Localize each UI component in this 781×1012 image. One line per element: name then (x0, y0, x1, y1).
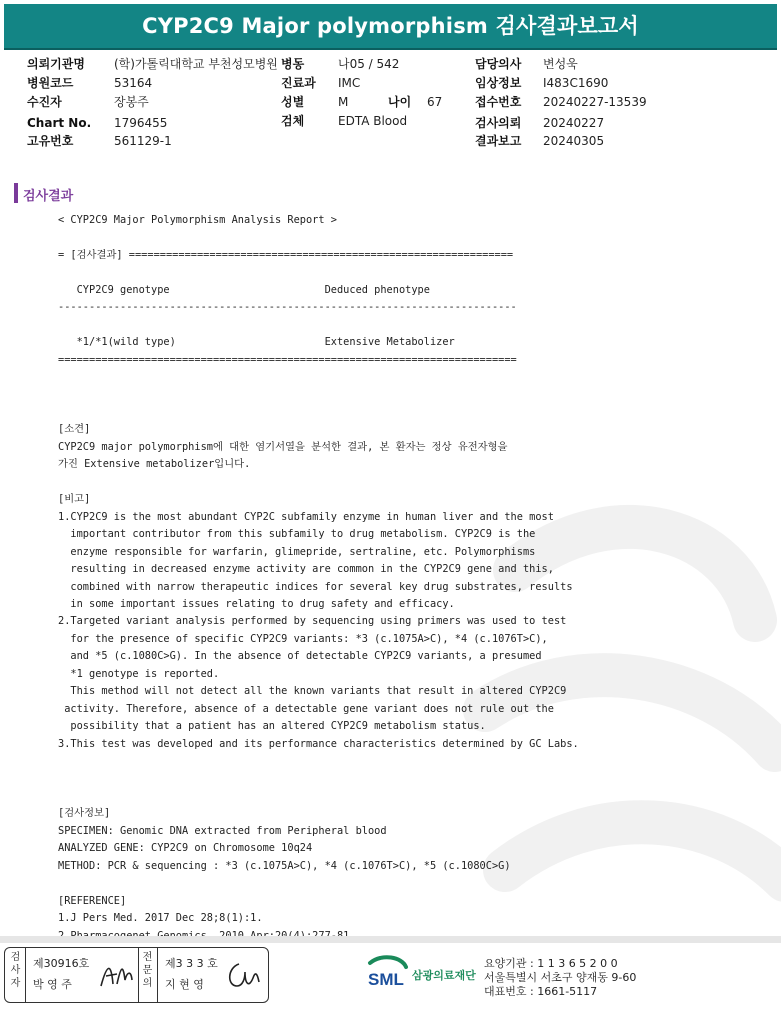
tester-name: 박 영 주 (33, 978, 72, 991)
tester-license-no: 제30916호 (33, 957, 90, 970)
report-line: for the presence of specific CYP2C9 variants: *3 (c.1075A>C), *4 (c.1076T>C), (58, 632, 548, 645)
report-line (58, 231, 64, 243)
result-date-value: 20240305 (543, 134, 605, 148)
report-line: possibility that a patient has an altered CYP2C9 metabolism status. (58, 720, 486, 733)
clinical-info-label: 임상정보 (475, 76, 522, 90)
report-line: *1/*1(wild type) Extensive Metabolizer (58, 336, 455, 349)
tester-label: 검사자 (10, 952, 21, 989)
specialist-license-no: 제3 3 3 호 (165, 957, 218, 970)
receipt-no-label: 접수번호 (475, 95, 522, 109)
organization-address: 서울특별시 서초구 양재동 9-60 (484, 971, 637, 984)
report-line: [REFERENCE] (58, 894, 127, 907)
report-line: enzyme responsible for warfarin, glimepride, sertraline, etc. Polymorphisms (58, 545, 536, 558)
unique-id-label: 고유번호 (27, 134, 74, 148)
report-line: combined with narrow therapeutic indices for several key drug substrates, results (58, 580, 573, 593)
section-accent-bar (14, 183, 18, 203)
specialist-signature-icon (223, 958, 263, 992)
report-line: This method will not detect all the known variants that result in altered CYP2C9 (58, 685, 567, 698)
signature-box (4, 947, 269, 1003)
doctor-label: 담당의사 (475, 57, 522, 71)
age-value: 67 (427, 95, 443, 109)
hospital-code-label: 병원코드 (27, 76, 74, 90)
report-line: ANALYZED GENE: CYP2C9 on Chromosome 10q24 (58, 842, 313, 855)
report-line (58, 266, 64, 278)
report-line: [검사정보] (58, 807, 111, 820)
receipt-no-value: 20240227-13539 (543, 95, 647, 109)
sex-label: 성별 (281, 95, 305, 109)
report-line (58, 476, 64, 488)
ward-label: 병동 (281, 57, 305, 71)
report-line: resulting in decreased enzyme activity are common in the CYP2C9 gene and this, (58, 563, 554, 576)
institution-label: 의뢰기관명 (27, 57, 85, 71)
clinical-info-value: I483C1690 (543, 76, 609, 90)
specimen-value: EDTA Blood (338, 114, 408, 128)
report-line: 가진 Extensive metabolizer입니다. (58, 458, 251, 471)
report-line (58, 877, 64, 889)
unique-id-value: 561129-1 (114, 134, 172, 148)
specimen-label: 검체 (281, 114, 305, 128)
chart-no-label: Chart No. (27, 116, 92, 130)
report-line: < CYP2C9 Major Polymorphism Analysis Report > (58, 214, 337, 226)
result-date-label: 결과보고 (475, 134, 522, 148)
signature-separator (157, 948, 158, 1002)
footer-divider (0, 936, 781, 943)
organization-phone: 대표번호 : 1661-5117 (484, 985, 598, 998)
sex-value: M (338, 95, 349, 109)
report-line: SPECIMEN: Genomic DNA extracted from Peripheral blood (58, 824, 387, 837)
sml-logo-icon (364, 955, 412, 995)
report-line (58, 319, 64, 331)
report-line (58, 406, 64, 418)
institution-value: (학)가톨릭대학교 부천성모병원 (114, 57, 278, 71)
patient-label: 수진자 (27, 95, 62, 109)
request-date-label: 검사의뢰 (475, 116, 522, 130)
age-label: 나이 (388, 95, 412, 109)
report-title: CYP2C9 Major polymorphism 검사결과보고서 (142, 14, 639, 38)
report-line (58, 389, 64, 401)
patient-value: 장봉주 (114, 95, 149, 109)
report-line: ========================================================================== (58, 353, 517, 366)
report-line (58, 755, 64, 767)
report-line: important contributor from this subfamily to drug metabolism. CYP2C9 is the (58, 528, 536, 541)
logo-text: SML (368, 970, 404, 989)
report-line (58, 790, 64, 802)
report-line: in some important issues relating to drug safety and efficacy. (58, 597, 455, 610)
specialist-name: 지 현 영 (165, 978, 204, 991)
section-title: 검사결과 (23, 189, 74, 204)
organization-code: 요양기관 : 1 1 3 6 5 2 0 0 (484, 957, 618, 970)
report-line: and *5 (c.1080C>G). In the absence of detectable CYP2C9 variants, a presumed (58, 650, 542, 663)
report-line: CYP2C9 major polymorphism에 대한 염기서열을 분석한 결과, 본 환자는 정상 유전자형을 (58, 440, 508, 453)
hospital-code-value: 53164 (114, 76, 153, 90)
report-line: activity. Therefore, absence of a detectable gene variant does not rule out the (58, 702, 554, 715)
report-line: 2.Targeted variant analysis performed by sequencing using primers was used to test (58, 615, 567, 628)
report-line: CYP2C9 genotype Deduced phenotype (58, 283, 430, 296)
specialist-label: 전문의 (142, 952, 153, 989)
report-line: 1.J Pers Med. 2017 Dec 28;8(1):1. (58, 912, 263, 925)
report-line: -------------------------------------------------------------------------- (58, 301, 517, 314)
signature-separator (25, 948, 26, 1002)
report-line (58, 773, 64, 785)
report-line: = [검사결과] ============================================================== (58, 248, 514, 261)
request-date-value: 20240227 (543, 116, 605, 130)
doctor-value: 변성욱 (543, 57, 578, 71)
report-line: 1.CYP2C9 is the most abundant CYP2C subfamily enzyme in human liver and the most (58, 510, 554, 523)
department-label: 진료과 (281, 76, 316, 90)
header-bar (4, 4, 777, 50)
report-line: 3.This test was developed and its performance characteristics determined by GC Labs. (58, 737, 579, 750)
report-line: *1 genotype is reported. (58, 667, 220, 680)
report-line: [비고] (58, 493, 91, 506)
report-line: [소견] (58, 423, 91, 436)
tester-signature-icon (97, 958, 135, 992)
ward-value: 나05 / 542 (338, 57, 400, 71)
organization-name: 삼광의료재단 (412, 969, 476, 982)
report-line (58, 371, 64, 383)
report-line: METHOD: PCR & sequencing : *3 (c.1075A>C), *4 (c.1076T>C), *5 (c.1080C>G) (58, 859, 511, 872)
department-value: IMC (338, 76, 361, 90)
chart-no-value: 1796455 (114, 116, 168, 130)
report-body (58, 212, 618, 945)
